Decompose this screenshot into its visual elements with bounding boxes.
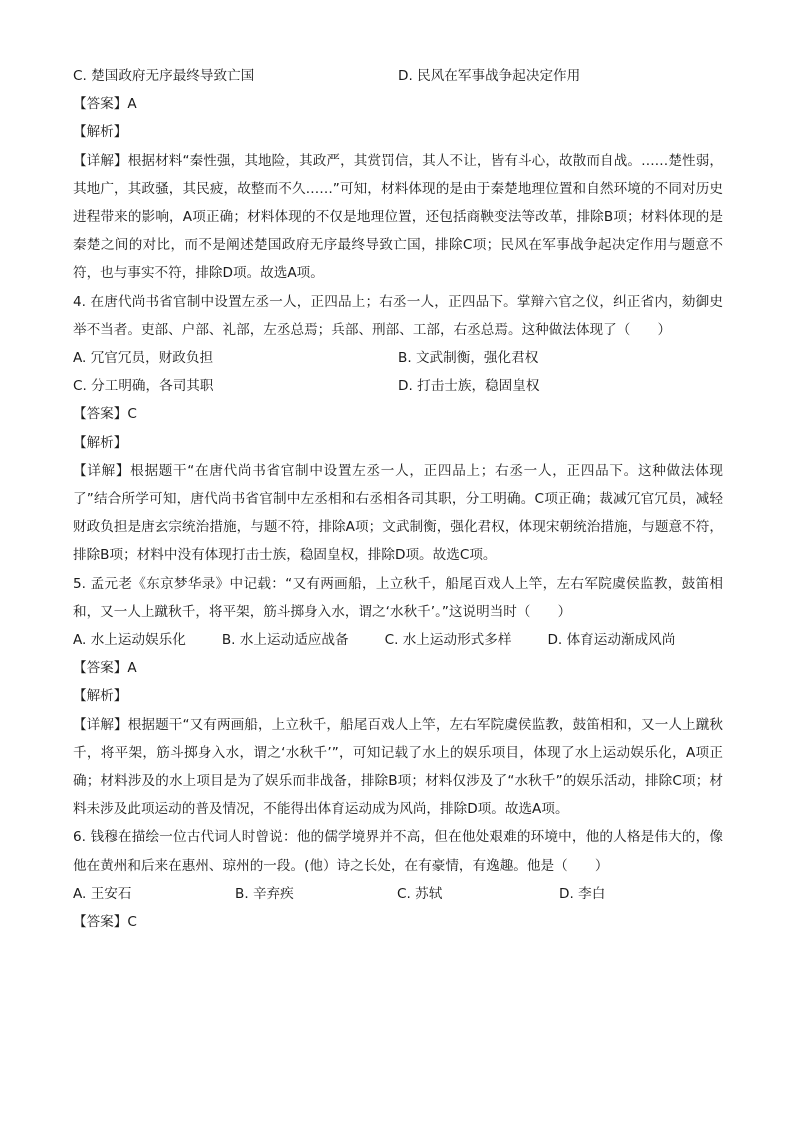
q6-options [73,880,723,908]
q4-options-row1 [73,344,723,372]
q6-option-b: B. 辛弃疾 [235,885,294,902]
q6-option-a: A. 王安石 [73,885,132,902]
q5-option-d: D. 体育运动渐成风尚 [547,632,676,649]
q5-option-c: C. 水上运动形式多样 [384,632,512,649]
q5-options [73,626,723,654]
q6-option-c: C. 苏轼 [397,885,443,902]
q3-detail [73,147,723,288]
answer-tag: 【答案】 [73,914,128,931]
answer-value: A [127,96,137,113]
answer-tag: 【答案】 [73,96,128,113]
q6-stem: 6. 钱穆在描绘一位古代词人时曾说：他的儒学境界并不高，但在他处艰难的环境中，他的人格是伟大的，像他在黄州和后来在惠州、琼州的一段。(他）诗之长处，在有豪情，有逸趣。他是（ ） [73,829,723,874]
q4-answer [73,400,723,428]
detail-text: 根据题干“又有两画船，上立秋千，船尾百戏人上竿，左右军院虞侯监教，鼓笛相和，又一人上蹴秋千，将平架，筋斗掷身入水，谓之‘水秋千’”，可知记载了水上的娱乐项目，体现了水上运动娱乐化，A项正确；材料涉及的水上项目是为了娱乐而非战备，排除B项；材料仅涉及了“水秋千”的娱乐活动，排除C项；材料未涉及此项运动的普及情况，不能得出体育运动成为风尚，排除D项。故选A项。 [73,716,724,818]
document-page [73,62,723,936]
q5-stem: 5. 孟元老《东京梦华录》中记载：“又有两画船，上立秋千，船尾百戏人上竿，左右军院虞侯监教，鼓笛相和，又一人上蹴秋千，将平架，筋斗掷身入水，谓之‘水秋千’。”这说明当时（ ） [73,575,723,620]
detail-tag: 【详解】 [73,716,128,733]
q4-detail [73,457,723,570]
answer-value: A [127,660,137,677]
q5-analysis-tag: 【解析】 [73,688,128,705]
q3-answer [73,90,723,118]
q4-option-c: C. 分工明确，各司其职 [73,378,214,395]
q3-analysis-tag: 【解析】 [73,124,128,141]
answer-value: C [127,406,137,423]
detail-tag: 【详解】 [73,462,131,479]
detail-text: 根据题干“在唐代尚书省官制中设置左丞一人，正四品上；右丞一人，正四品下。这种做法体现了”结合所学可知，唐代尚书省官制中左丞相和右丞相各司其职，分工明确。C项正确；裁减冗官冗员，减轻财政负担是唐玄宗统治措施，与题不符，排除A项；文武制衡，强化君权，体现宋朝统治措施，与题意不符，排除B项；材料中没有体现打击士族，稳固皇权，排除D项。故选C项。 [73,462,723,564]
q6-answer [73,908,723,936]
q4-option-d: D. 打击士族，稳固皇权 [398,378,540,395]
q5-detail [73,711,723,824]
q3-options [73,62,723,90]
answer-tag: 【答案】 [73,406,128,423]
detail-tag: 【详解】 [73,152,128,169]
detail-text: 根据材料“秦性强，其地险，其政严，其赏罚信，其人不让，皆有斗心，故散而自战。……楚性弱，其地广，其政骚，其民疲，故整而不久……”可知，材料体现的是由于秦楚地理位置和自然环境的不同对历史进程带来的影响，A项正确；材料体现的不仅是地理位置，还包括商鞅变法等改革，排除B项；材料体现的是秦楚之间的对比，而不是阐述楚国政府无序最终导致亡国，排除C项；民风在军事战争起决定作用与题意不符，也与事实不符，排除D项。故选A项。 [73,152,723,282]
q4-options-row2 [73,372,723,400]
q3-option-c: C. 楚国政府无序最终导致亡国 [73,68,255,84]
answer-value: C [127,914,137,931]
q4-analysis-tag: 【解析】 [73,434,128,451]
q4-option-b: B. 文武制衡，强化君权 [398,350,539,367]
q4-stem: 4. 在唐代尚书省官制中设置左丞一人，正四品上；右丞一人，正四品下。掌辩六官之仪，纠正省内，劾御史举不当者。吏部、户部、礼部，左丞总焉；兵部、刑部、工部，右丞总焉。这种做法体现了（ ） [73,293,723,338]
q6-option-d: D. 李白 [559,885,606,902]
q4-option-a: A. 冗官冗员，财政负担 [73,350,214,367]
answer-tag: 【答案】 [73,660,128,677]
q5-option-b: B. 水上运动适应战备 [221,632,349,649]
q3-option-d: D. 民风在军事战争起决定作用 [398,68,581,84]
q5-option-a: A. 水上运动娱乐化 [73,632,186,649]
q5-answer [73,654,723,682]
